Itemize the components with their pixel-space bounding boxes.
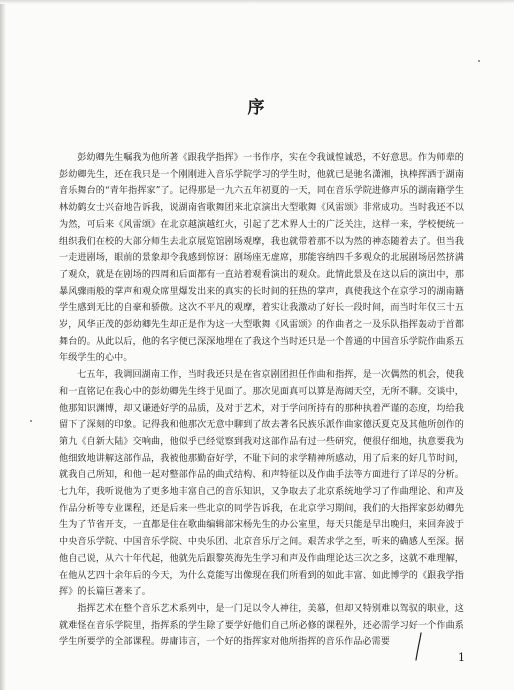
page-number: 1 xyxy=(458,651,465,664)
scan-speck xyxy=(478,60,480,62)
paragraph-3: 指挥艺术在整个音乐艺术系列中，是一门足以令人神往，美慕，但却又特别难以驾驭的职业，这就难怪在音乐学院里，指挥系的学生除了要学好他们自己所必修的课程外，还必需学习好一个作曲系学生所要学的全部课程。毋庸讳言，一个好的指挥家对他所指挥的音乐作品必需要 xyxy=(59,603,464,648)
preface-body xyxy=(59,150,464,651)
scan-speck xyxy=(30,420,32,422)
paragraph-1: 彭幼卿先生嘱我为他所著《跟我学指挥》一书作序，实在令我诚惶诚恐，不好意思。作为师辈的彭幼卿先生，还在我只是一个刚刚进入音乐学院学习的学生时，他就已是驰名潇湘，执棒挥洒于湖南音乐舞台的“青年指挥家”了。记得那是一九六五年初夏的一天，同在音乐学院进修声乐的湖南籍学生林幼鹤女士兴奋地告诉我，说湖南省歌舞团来北京演出大型歌舞《风雷颂》非常成功。当时我还不以为然，可后来《风雷颂》在北京越演越红火，引起了艺术界人士的广泛关注，这样一来，学校便统一组织我们在校的大部分师生去北京展览馆剧场观摩，我也就带着那不以为然的神态随着去了。但当我一走进剧场，眼前的景象却令我感到惊讶：剧场座无虚席，那能容纳四千多观众的北展剧场居然挤满了观众，就是在剧场的四周和后面都有一直站着观看演出的观众。此情此景及在这以后的演出中，那暴风骤雨般的掌声和观众席里爆发出来的真实的长时间的狂热的掌声，真使我这个在京学习的湖南籍学生感到无比的自豪和骄傲。这次不平凡的观摩，着实让我激动了好长一段时间，而当时年仅三十五岁，风华正茂的彭幼卿先生却正是作为这一大型歌舞《风雷颂》的作曲者之一及乐队指挥轰动于首都舞台的。从此以后，他的名字便已深深地埋在了我这个当时还只是一个普通的中国音乐学院作曲系五年级学生的心中。 xyxy=(59,153,464,364)
page-title: 序 xyxy=(247,98,267,118)
scan-shadow-top xyxy=(0,0,514,4)
handwritten-pen-mark xyxy=(414,632,424,662)
paragraph-2: 七五年，我调回湖南工作，当时我还只是在省京剧团担任作曲和指挥，是一次偶然的机会，使我和一直铭记在我心中的彭幼卿先生终于见面了。那次见面真可以算是海阔天空，无所不聊。交谈中，他那知识渊博，却又谦逊好学的品质，及对于艺术，对于学问所持有的那种执着严谨的态度，均给我留下了深刻的印象。记得我和他那次无意中聊到了故去著名民族乐派作曲家德沃夏克及其他所创作的第九《自新大陆》交响曲，他似乎已经觉察到我对这部作品有过一些研究，便很仔细地，执意要我为他细致地讲解这部作品，我被他那勤奋好学，不耻下问的求学精神所感动，用了后来的好几节时间，就我自己所知，和他一起对整部作品的曲式结构、和声特征以及作曲手法等方面进行了详尽的分析。七九年，我听说他为了更多地丰富自己的音乐知识，又争取去了北京系统地学习了作曲理论、和声及作品分析等专业课程，还是后来一些北京的同学告诉我，在北京学习期间，我们的大指挥家彭幼卿先生为了节省开支，一直都是住在歌曲编辑部宋杨先生的办公室里，每天只能是早出晚归，来回奔波于中央音乐学院、中国音乐学院、中央乐团、北京音乐厅之间。艰苦求学之至，听来的确感人至深。据他自己说，从六十年代起，他就先后跟黎英海先生学习和声及作曲理论达三次之多，这就不难理解，在他从艺四十余年后的今天，为什么竟能写出像现在我们所看到的如此丰富、如此博学的《跟我学指挥》的长篇巨著来了。 xyxy=(59,370,464,598)
